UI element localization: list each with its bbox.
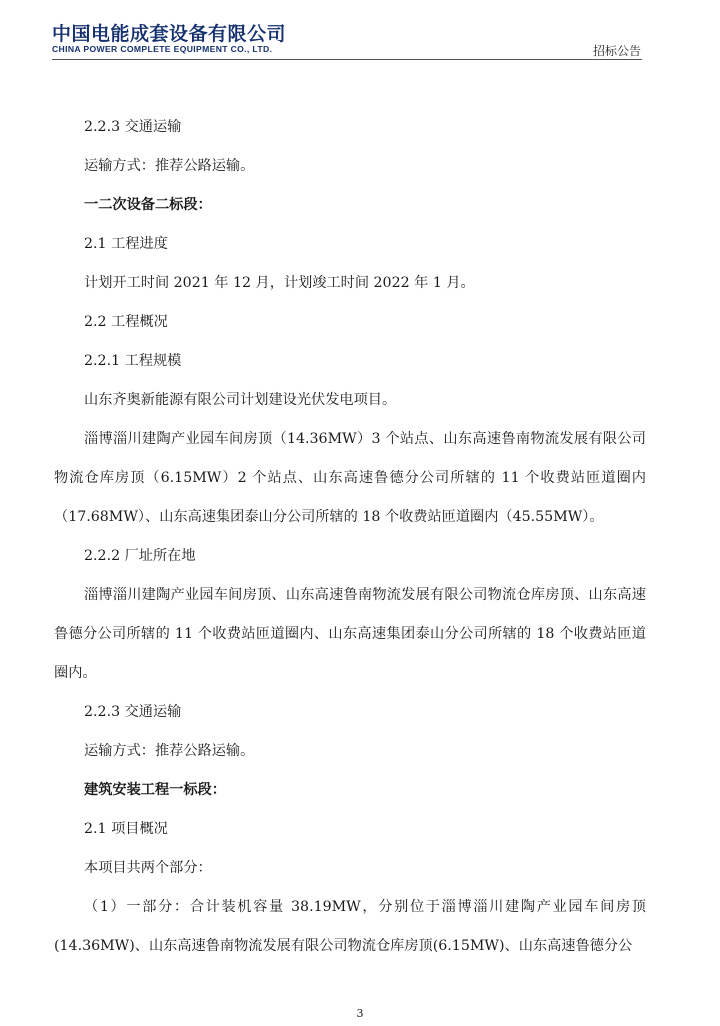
paragraph-project-parts: 本项目共两个部分： <box>84 860 212 876</box>
heading-site-location: 2.2.2 厂址所在地 <box>84 548 196 564</box>
document-body <box>54 108 646 966</box>
section-title-equipment-lot-2: 一二次设备二标段： <box>84 197 212 213</box>
paragraph-part-one: （1）一部分：合计装机容量 38.19MW，分别位于淄博淄川建陶产业园车间房顶(14.36MW)、山东高速鲁南物流发展有限公司物流仓库房顶(6.15MW)、山东高速鲁德分公 <box>54 899 646 954</box>
heading-project-overview-2: 2.1 项目概况 <box>84 821 168 837</box>
company-logo-cn: 中国电能成套设备有限公司 <box>52 23 287 45</box>
page-header <box>0 0 720 62</box>
heading-project-overview: 2.2 工程概况 <box>84 314 168 330</box>
heading-project-progress: 2.1 工程进度 <box>84 236 168 252</box>
document-type-label: 招标公告 <box>592 44 641 58</box>
paragraph-company-plan: 山东齐奥新能源有限公司计划建设光伏发电项目。 <box>84 392 397 408</box>
paragraph-site-capacities: 淄博淄川建陶产业园车间房顶（14.36MW）3 个站点、山东高速鲁南物流发展有限公司物流仓库房顶（6.15MW）2 个站点、山东高速鲁德分公司所辖的 11 个收费站匝道圈内（17.68MW）、山东高速集团泰山分公司所辖的 18 个收费站匝道圈内（45.55MW）。 <box>54 431 646 525</box>
section-title-construction-lot-1: 建筑安装工程一标段： <box>84 782 226 798</box>
company-logo-en: CHINA POWER COMPLETE EQUIPMENT CO., LTD. <box>52 44 273 54</box>
paragraph-schedule: 计划开工时间 2021 年 12 月，计划竣工时间 2022 年 1 月。 <box>84 275 475 291</box>
page-number: 3 <box>356 1007 364 1020</box>
paragraph-transport-method: 运输方式：推荐公路运输。 <box>84 158 255 174</box>
heading-transport-2: 2.2.3 交通运输 <box>84 704 182 720</box>
heading-project-scale: 2.2.1 工程规模 <box>84 353 182 369</box>
header-divider <box>52 59 642 60</box>
heading-transport: 2.2.3 交通运输 <box>84 119 182 135</box>
paragraph-site-locations: 淄博淄川建陶产业园车间房顶、山东高速鲁南物流发展有限公司物流仓库房顶、山东高速鲁德分公司所辖的 11 个收费站匝道圈内、山东高速集团泰山分公司所辖的 18 个收费站匝道圈内。 <box>54 587 646 681</box>
paragraph-transport-method-2: 运输方式：推荐公路运输。 <box>84 743 255 759</box>
